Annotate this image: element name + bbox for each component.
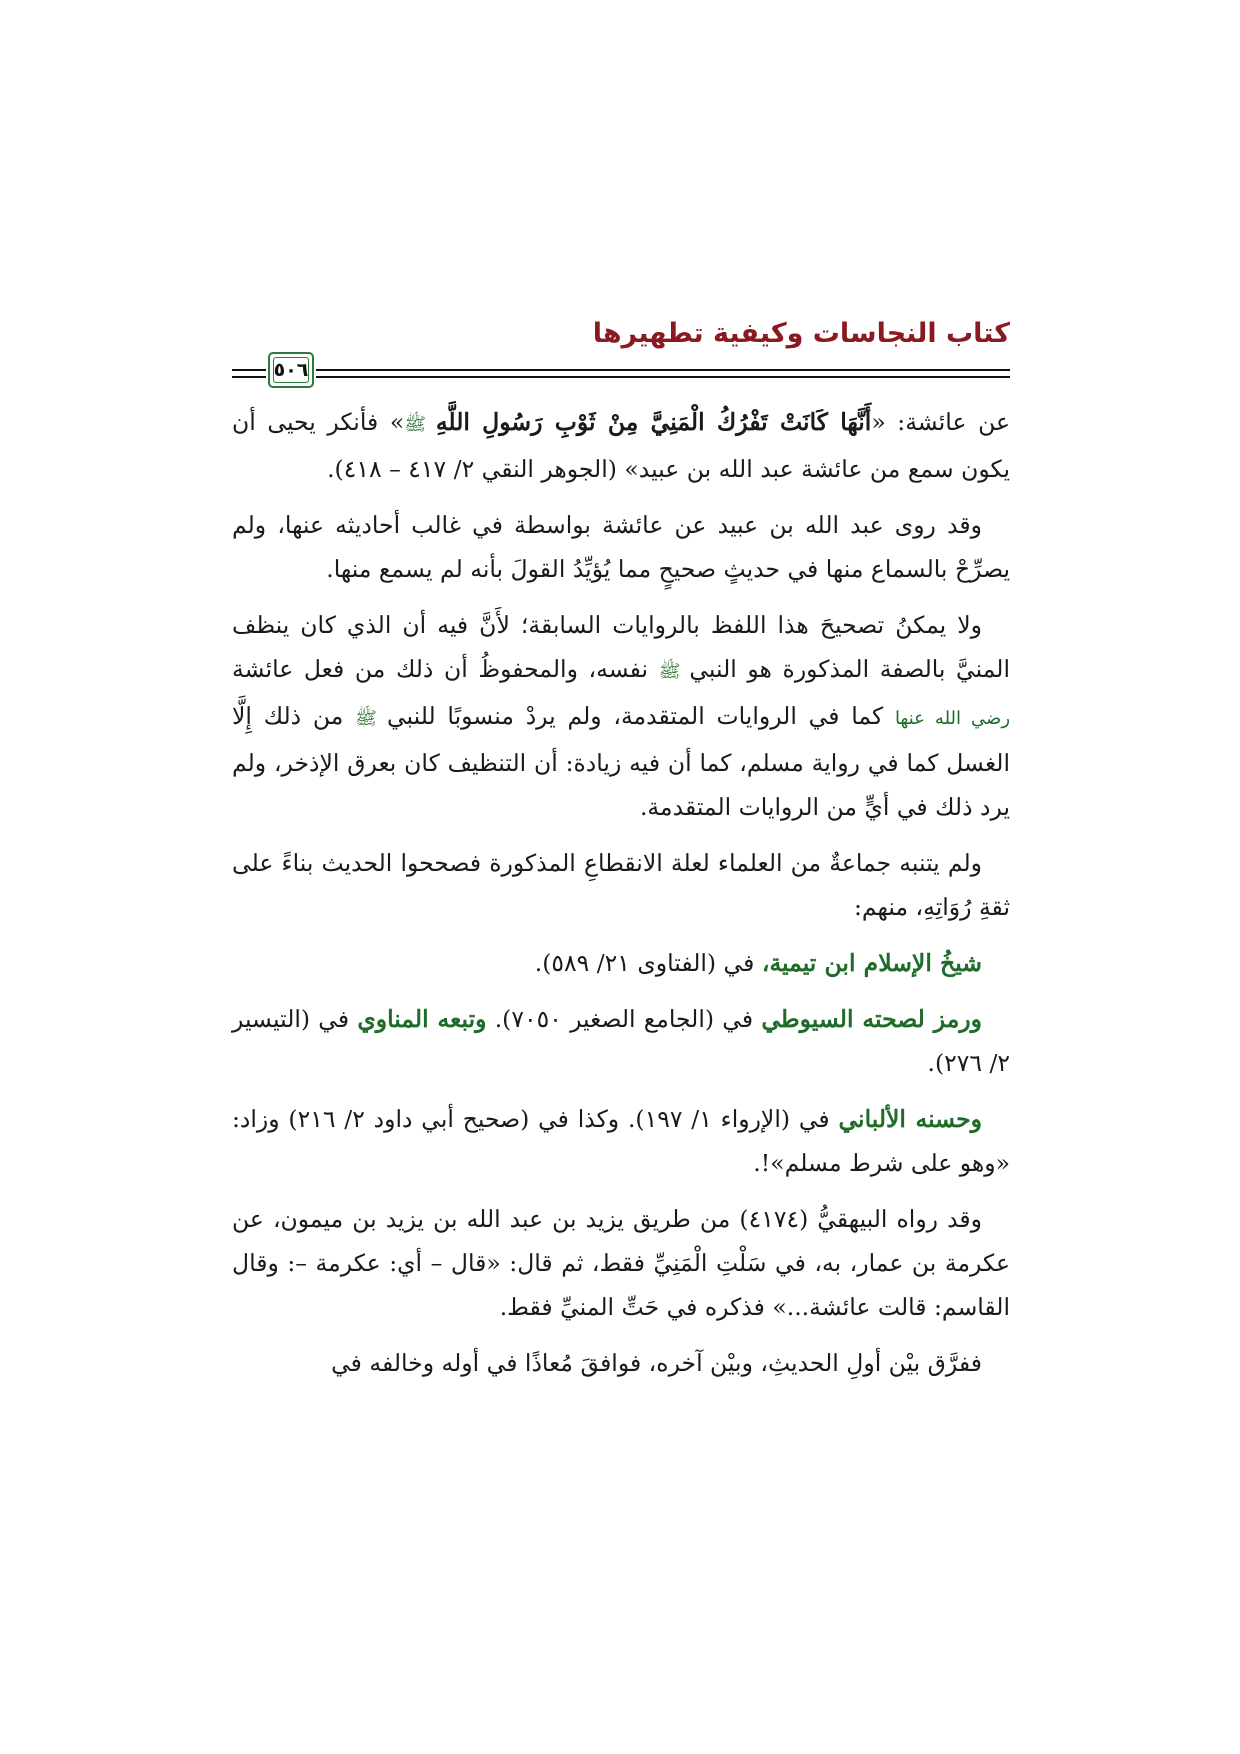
- page-number: ٥٠٦: [273, 359, 309, 381]
- page-number-badge: [268, 352, 314, 388]
- p1-rest: » فأنكر يحيى أن يكون سمع من عائشة عبد الله بن عبيد» (الجوهر النقي ٢/ ٤١٧ – ٤١٨).: [232, 408, 1010, 483]
- paragraph-7: [232, 1097, 1010, 1185]
- page-body: [232, 400, 1010, 1397]
- paragraph-8: وقد رواه البيهقيُّ (٤١٧٤) من طريق يزيد بن عبد الله بن يزيد بن ميمون، عن عكرمة بن عمار، به، في سَلْتِ الْمَنِيِّ فقط، ثم قال: «قال – أي: عكرمة –: وقال القاسم: قالت عائشة...» فذكره في حَتِّ المنيِّ فقط.: [232, 1205, 1010, 1321]
- header-rule-left-lower: [232, 376, 266, 378]
- p3-salutation-2: ﷺ: [355, 708, 387, 729]
- paragraph-3: [232, 603, 1010, 829]
- paragraph-1: [232, 400, 1010, 491]
- p7-scholar-name: وحسنه الألباني: [838, 1105, 982, 1133]
- p6-scholar-1: ورمز لصحته السيوطي: [761, 1005, 983, 1033]
- paragraph-4: ولم يتنبه جماعةٌ من العلماء لعلة الانقطاعِ المذكورة فصححوا الحديث بناءً على ثقةِ رُوَاتِهِ، منهم:: [232, 849, 1010, 921]
- p6-reference-2: في (التيسير ٢/ ٢٧٦).: [232, 1005, 1010, 1077]
- p1-salutation: ﷺ: [404, 414, 436, 435]
- p5-scholar-name: شيخُ الإسلام ابن تيمية،: [761, 949, 982, 977]
- paragraph-2: وقد روى عبد الله بن عبيد عن عائشة بواسطة في غالب أحاديثه عنها، ولم يصرِّحْ بالسماع منها في حديثٍ صحيحٍ مما يُؤيِّدُ القولَ بأنه لم يسمع منها.: [232, 511, 1010, 583]
- p6-reference-1: في (الجامع الصغير ٧٠٥٠).: [486, 1005, 762, 1033]
- p3-salutation-1: ﷺ: [658, 661, 690, 682]
- p1-hadith-quote: أَنَّهَا كَانَتْ تَفْرُكُ الْمَنِيَّ مِنْ ثَوْبِ رَسُولِ اللَّهِ: [435, 408, 872, 436]
- paragraph-5: [232, 941, 1010, 985]
- header-rule-upper: [316, 369, 1010, 371]
- p5-reference: في (الفتاوى ٢١/ ٥٨٩).: [534, 949, 762, 977]
- paragraph-6: [232, 997, 1010, 1085]
- header-rule-left-upper: [232, 369, 266, 371]
- p1-intro: عن عائشة: «: [871, 408, 1010, 436]
- page-header: [232, 318, 1010, 388]
- p3-part-e: كما في الروايات المتقدمة، ولم يردْ منسوبًا للنبي: [386, 702, 895, 730]
- paragraph-9: ففرَّق بيْن أولِ الحديثِ، وبيْن آخره، فوافقَ مُعاذًا في أوله وخالفه في: [331, 1349, 982, 1377]
- p3-part-g: من ذلك إِلَّا الغسل كما في رواية مسلم، كما أن فيه زيادة: أن التنظيف كان بعرق الإذخر، ولم يرد ذلك في أيٍّ من الروايات المتقدمة.: [232, 702, 1010, 821]
- book-title: كتاب النجاسات وكيفية تطهيرها: [592, 318, 1010, 349]
- p7-reference: في (الإرواء ١/ ١٩٧). وكذا في (صحيح أبي داود ٢/ ٢١٦) وزاد: «وهو على شرط مسلم»!.: [232, 1105, 1010, 1177]
- p6-scholar-2: وتبعه المناوي: [357, 1005, 487, 1033]
- p3-radiallah: رضي الله عنها: [894, 708, 1011, 729]
- header-rule-lower: [316, 376, 1010, 378]
- p3-part-c: نفسه، والمحفوظُ أن ذلك من فعل عائشة: [232, 655, 659, 683]
- p3-part-a: ولا يمكنُ تصحيحَ هذا اللفظ بالروايات السابقة؛ لأَنَّ فيه أن الذي كان ينظف المنيَّ بالصفة المذكورة هو النبي: [232, 611, 1010, 683]
